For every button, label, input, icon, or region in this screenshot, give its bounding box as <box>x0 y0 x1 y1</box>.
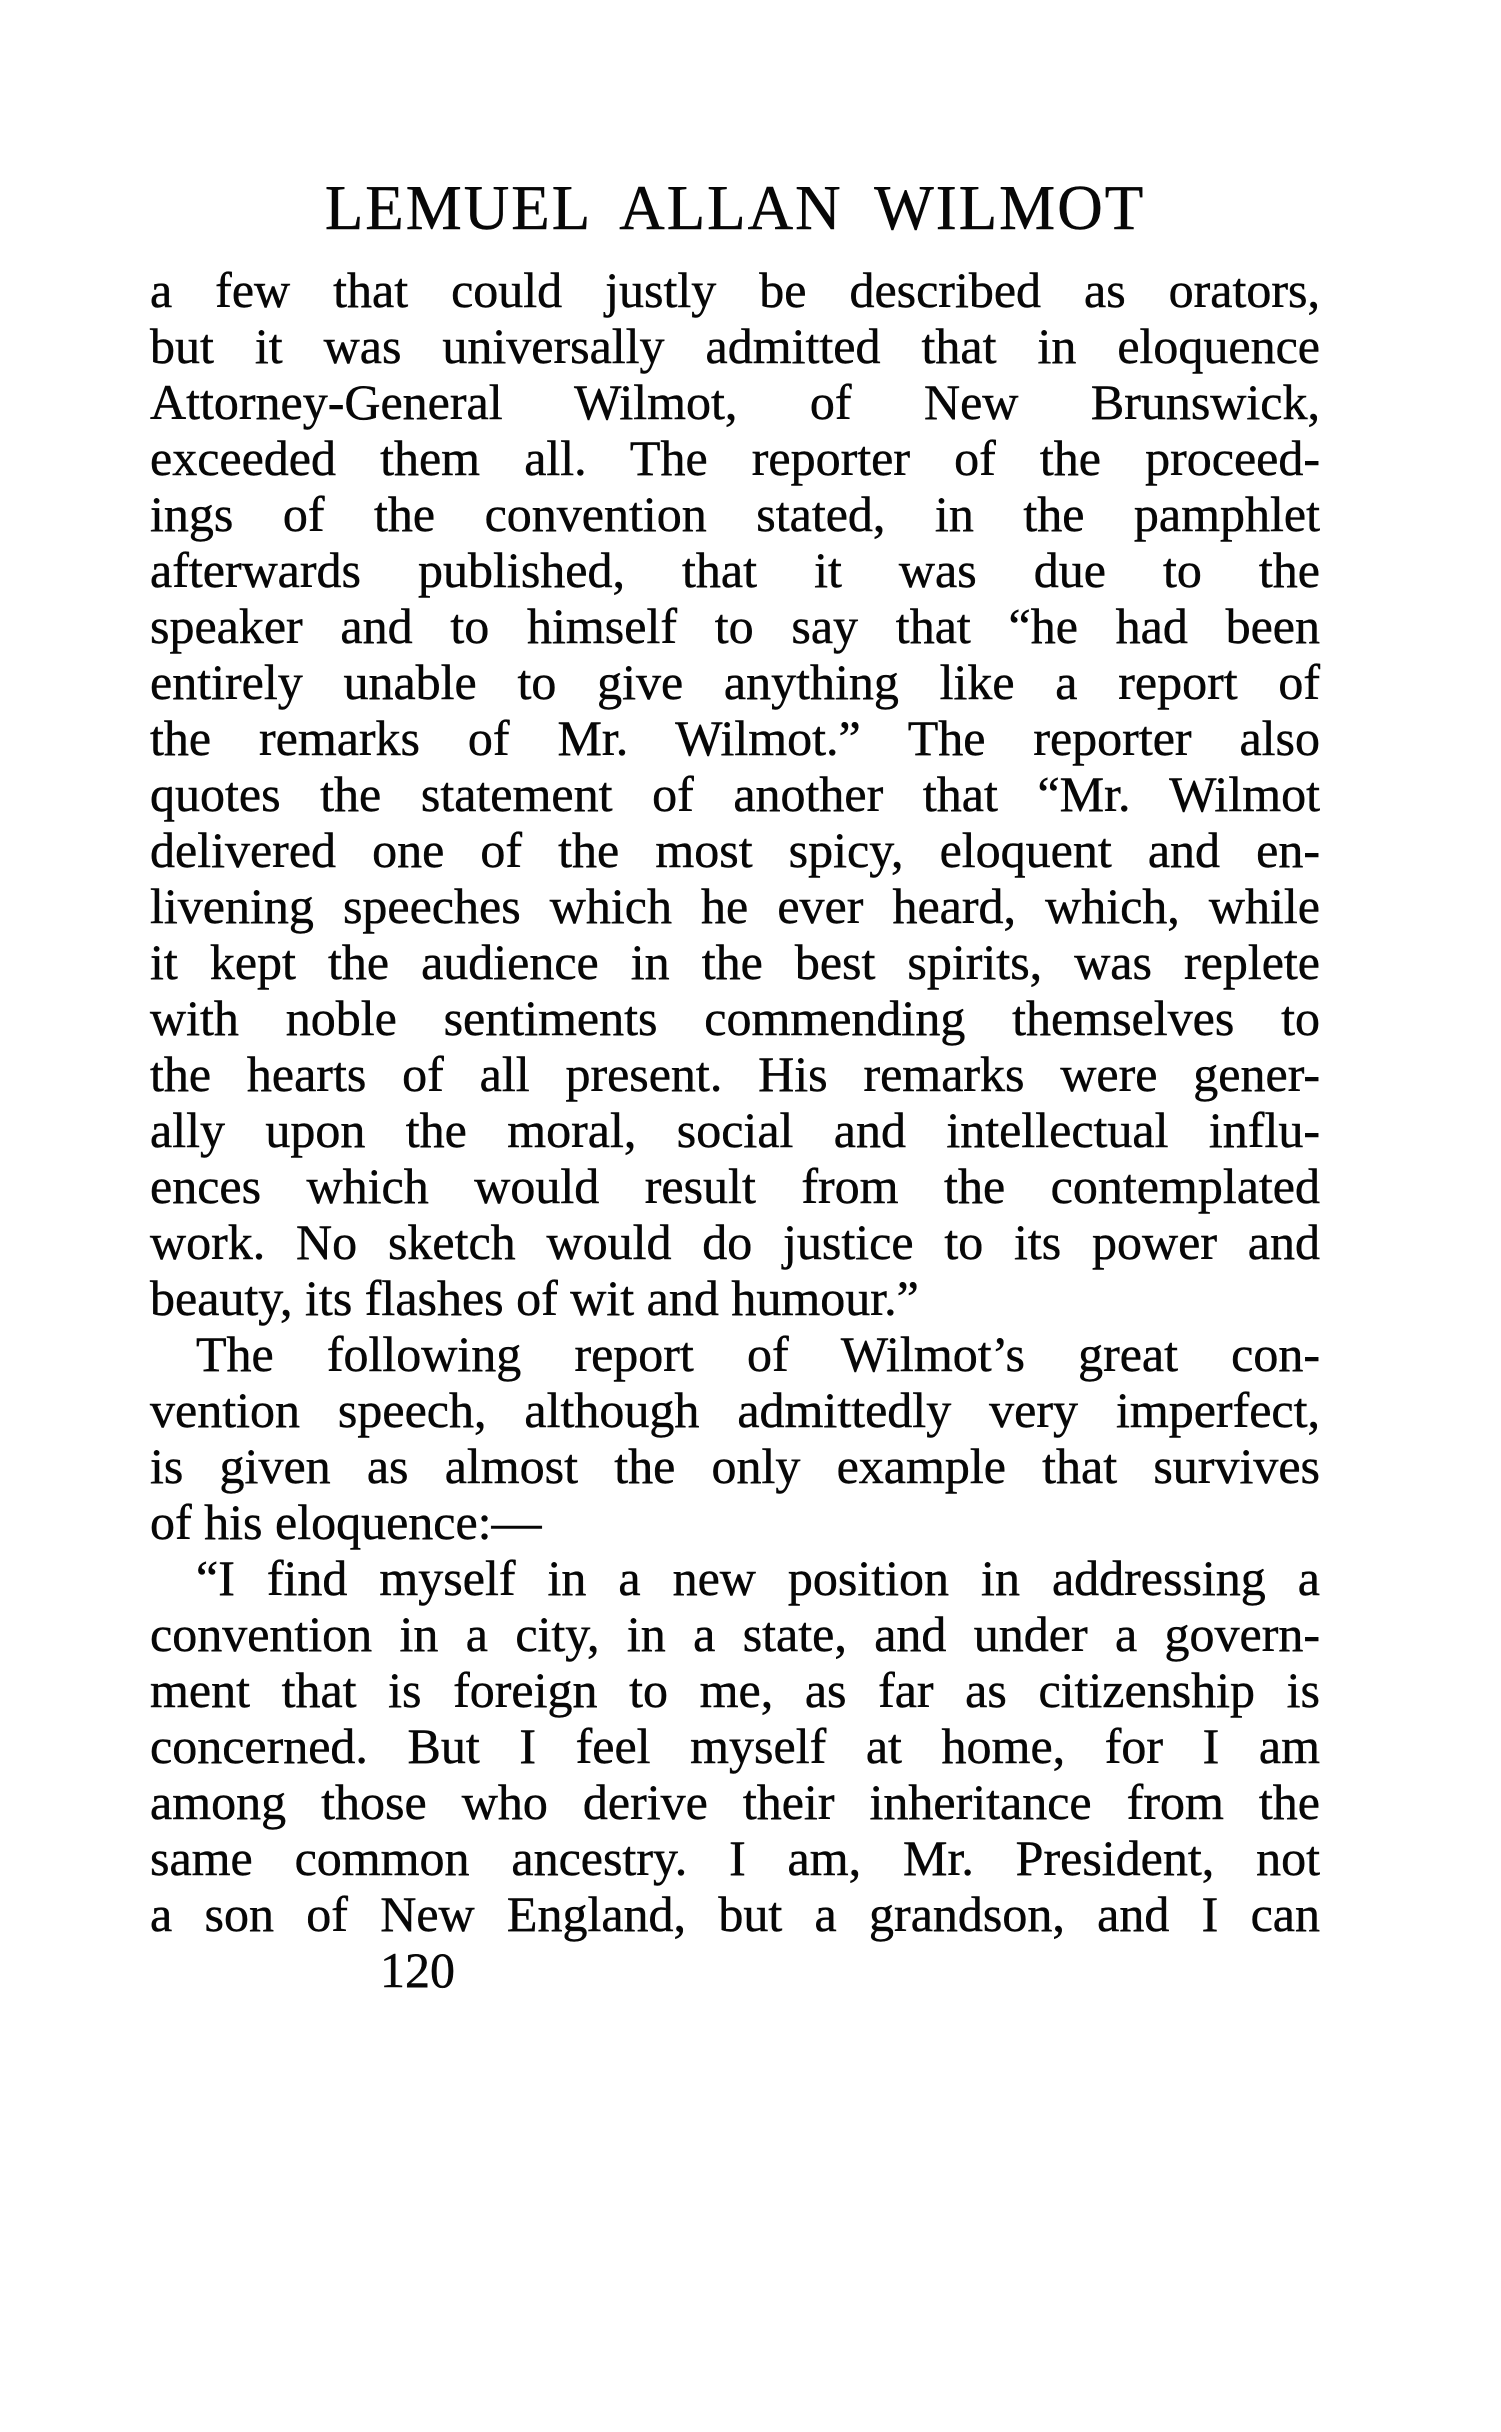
text-line: ment that is foreign to me, as far as citizenship is <box>150 1662 1320 1718</box>
text-line: speaker and to himself to say that “he had been <box>150 598 1320 654</box>
text-line: ings of the convention stated, in the pamphlet <box>150 486 1320 542</box>
text-line: the remarks of Mr. Wilmot.” The reporter also <box>150 710 1320 766</box>
text-line: a few that could justly be described as orators, <box>150 262 1320 318</box>
text-line: quotes the statement of another that “Mr. Wilmot <box>150 766 1320 822</box>
text-line: ences which would result from the contemplated <box>150 1158 1320 1214</box>
text-line: the hearts of all present. His remarks were gener- <box>150 1046 1320 1102</box>
text-line: of his eloquence:— <box>150 1494 542 1550</box>
text-line: is given as almost the only example that survives <box>150 1438 1320 1494</box>
text-line: afterwards published, that it was due to the <box>150 542 1320 598</box>
text-line: “I find myself in a new position in addressing a <box>196 1550 1320 1606</box>
text-line: it kept the audience in the best spirits, was replete <box>150 934 1320 990</box>
body-text <box>150 262 1320 1942</box>
text-line: Attorney-General Wilmot, of New Brunswick, <box>150 374 1320 430</box>
paragraph <box>150 1550 1320 1942</box>
page-number: 120 <box>380 1942 455 1998</box>
text-line: work. No sketch would do justice to its power and <box>150 1214 1320 1270</box>
paragraph <box>150 1326 1320 1550</box>
text-line: same common ancestry. I am, Mr. President, not <box>150 1830 1320 1886</box>
text-line: exceeded them all. The reporter of the proceed- <box>150 430 1320 486</box>
text-line: entirely unable to give anything like a report of <box>150 654 1320 710</box>
text-line: convention in a city, in a state, and under a govern- <box>150 1606 1320 1662</box>
text-line: The following report of Wilmot’s great con- <box>196 1326 1320 1382</box>
text-line: with noble sentiments commending themselves to <box>150 990 1320 1046</box>
text-line: but it was universally admitted that in eloquence <box>150 318 1320 374</box>
text-column <box>150 0 1320 1998</box>
text-line: beauty, its flashes of wit and humour.” <box>150 1270 919 1326</box>
paragraph <box>150 262 1320 1326</box>
text-line: delivered one of the most spicy, eloquent and en- <box>150 822 1320 878</box>
text-line: concerned. But I feel myself at home, for I am <box>150 1718 1320 1774</box>
text-line: ally upon the moral, social and intellectual influ- <box>150 1102 1320 1158</box>
running-header: LEMUEL ALLAN WILMOT <box>324 173 1146 243</box>
text-line: among those who derive their inheritance from the <box>150 1774 1320 1830</box>
text-line: livening speeches which he ever heard, which, while <box>150 878 1320 934</box>
text-line: a son of New England, but a grandson, and I can <box>150 1886 1320 1942</box>
text-line: vention speech, although admittedly very imperfect, <box>150 1382 1320 1438</box>
